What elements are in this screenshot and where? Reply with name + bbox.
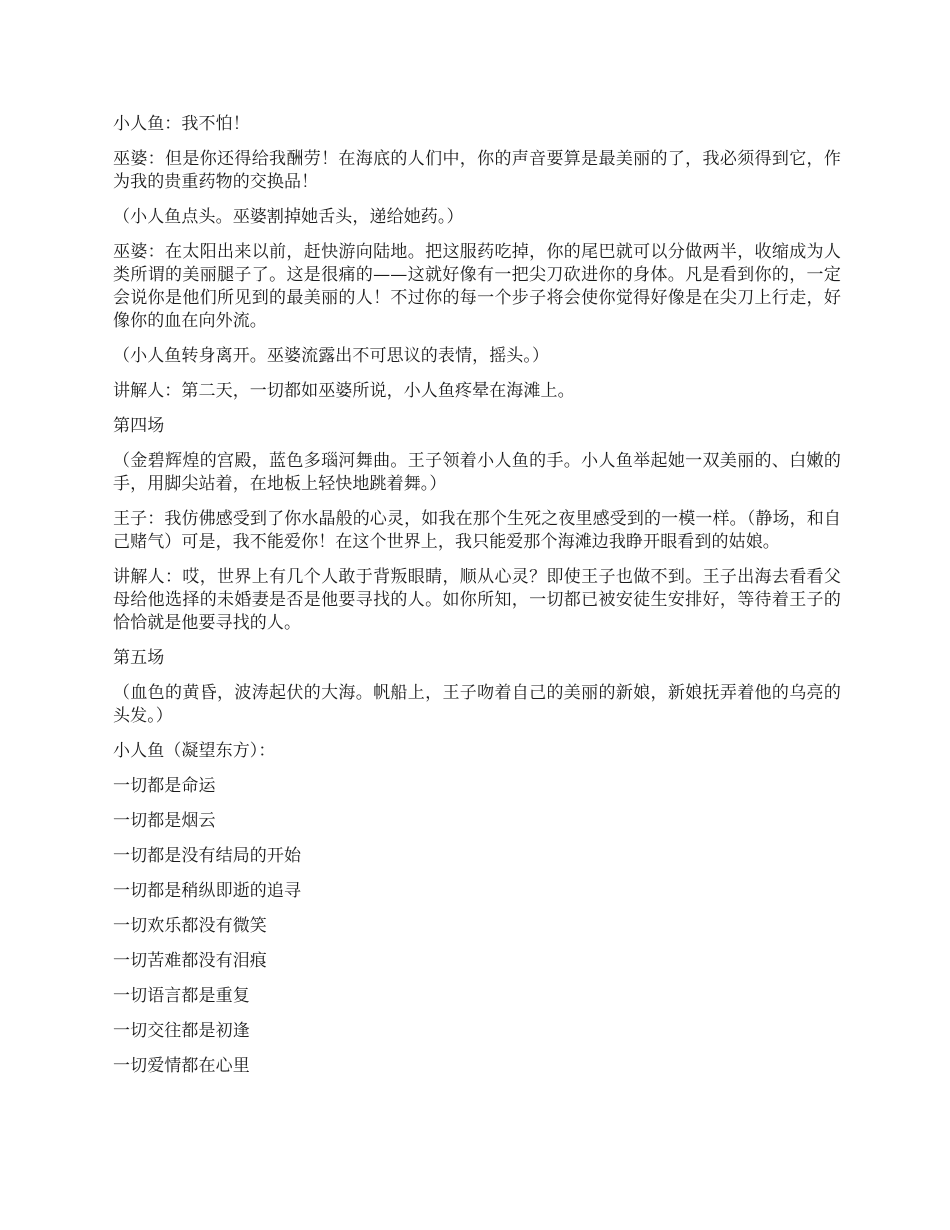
- narrator-betray-eyes: 讲解人：哎，世界上有几个人敢于背叛眼睛，顺从心灵？即使王子也做不到。王子出海去看看父母给他选择的未婚妻是否是他要寻找的人。如你所知，一切都已被安徒生安排好，等待着王子的恰恰就是他要寻找的人。: [113, 567, 841, 633]
- poem-line: 一切爱情都在心里: [113, 1056, 250, 1076]
- stage-direction-mermaid-leaves: （小人鱼转身离开。巫婆流露出不可思议的表情，摇头。）: [113, 346, 550, 366]
- dialogue-mermaid-not-afraid: 小人鱼：我不怕！: [113, 114, 250, 134]
- poem-line: 一切欢乐都没有微笑: [113, 916, 267, 936]
- stage-direction-dusk-sea: （血色的黄昏，波涛起伏的大海。帆船上，王子吻着自己的美丽的新娘，新娘抚弄着他的乌亮的头发。）: [113, 683, 841, 726]
- poem-line: 一切语言都是重复: [113, 986, 250, 1006]
- poem-line: 一切苦难都没有泪痕: [113, 951, 267, 971]
- poem-line: 一切都是命运: [113, 776, 216, 796]
- dialogue-prince: 王子：我仿佛感受到了你水晶般的心灵，如我在那个生死之夜里感受到的一模一样。（静场，和自己赌气）可是，我不能爱你！在这个世界上，我只能爱那个海滩边我睁开眼看到的姑娘。: [113, 509, 841, 552]
- scene-heading-four: 第四场: [113, 416, 165, 436]
- dialogue-witch-payment: 巫婆：但是你还得给我酬劳！在海底的人们中，你的声音要算是最美丽的了，我必须得到它，作为我的贵重药物的交换品！: [113, 149, 841, 192]
- document-page: [113, 113, 841, 1090]
- dialogue-witch-instructions: 巫婆：在太阳出来以前，赶快游向陆地。把这服药吃掉，你的尾巴就可以分做两半，收缩成为人类所谓的美丽腿子了。这是很痛的——这就好像有一把尖刀砍进你的身体。凡是看到你的，一定会说你是他们所见到的最美丽的人！不过你的每一个步子将会使你觉得好像是在尖刀上行走，好像你的血在向外流。: [113, 242, 841, 331]
- poem-line: 一切都是没有结局的开始: [113, 846, 302, 866]
- stage-direction-tongue: （小人鱼点头。巫婆割掉她舌头，递给她药。）: [113, 207, 464, 227]
- poem-line: 一切交往都是初逢: [113, 1021, 250, 1041]
- scene-heading-five: 第五场: [113, 648, 165, 668]
- dialogue-mermaid-gazing-east: 小人鱼（凝望东方）：: [113, 741, 276, 761]
- poem-line: 一切都是烟云: [113, 811, 216, 831]
- poem-line: 一切都是稍纵即逝的追寻: [113, 881, 302, 901]
- stage-direction-palace: （金碧辉煌的宫殿，蓝色多瑙河舞曲。王子领着小人鱼的手。小人鱼举起她一双美丽的、白嫩的手，用脚尖站着，在地板上轻快地跳着舞。）: [113, 451, 841, 494]
- narrator-next-day: 讲解人：第二天，一切都如巫婆所说，小人鱼疼晕在海滩上。: [113, 381, 575, 401]
